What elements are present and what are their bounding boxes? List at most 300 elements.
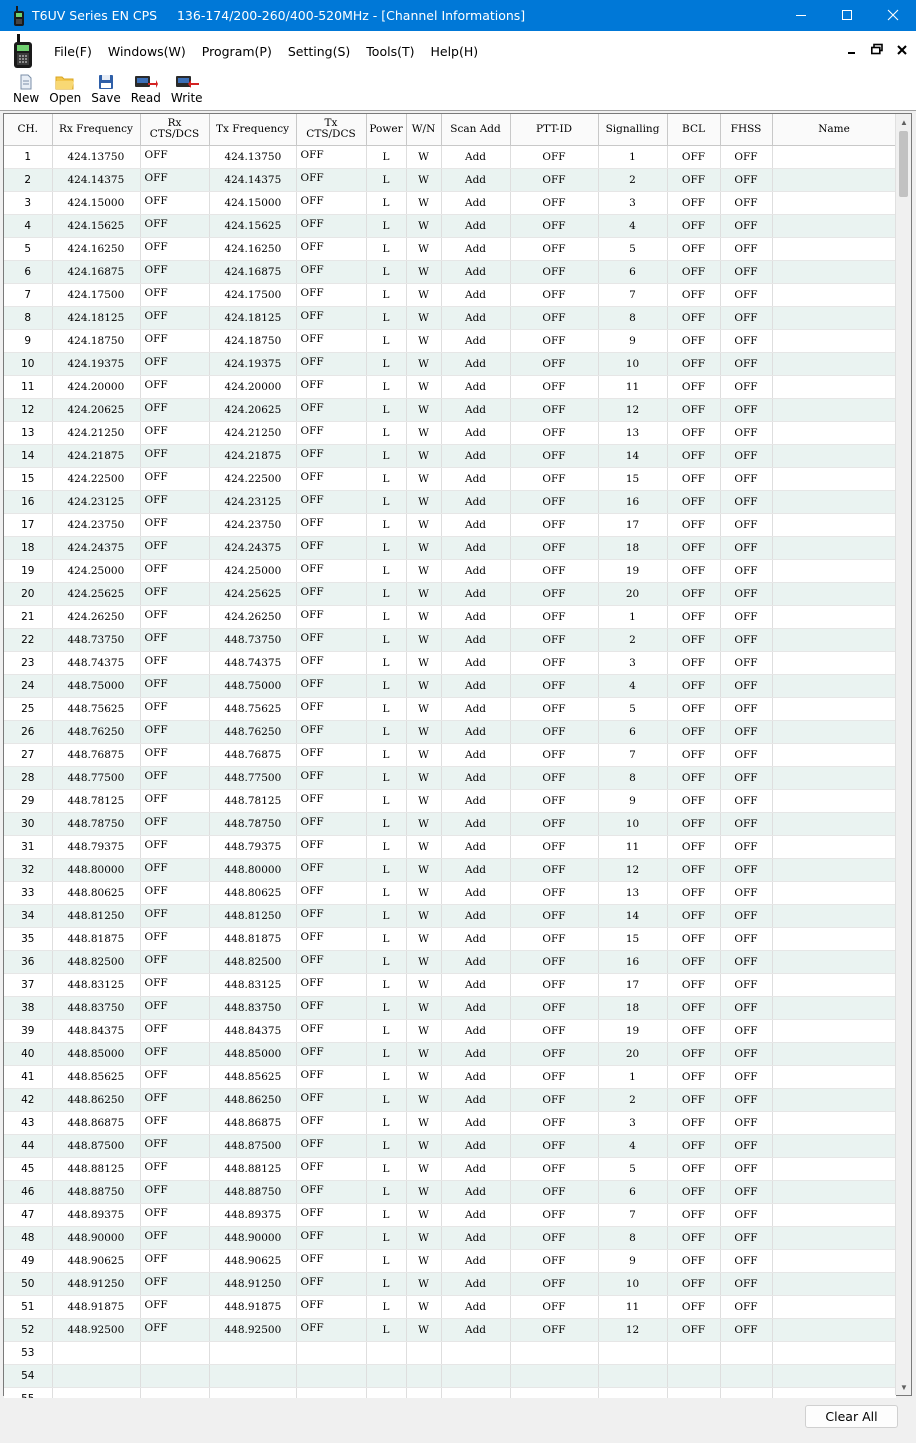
- menu-setting[interactable]: Setting(S): [287, 43, 351, 59]
- cell-tx-cts-dcs[interactable]: OFF: [296, 306, 366, 329]
- cell-name[interactable]: [772, 490, 896, 513]
- cell-signalling[interactable]: 7: [598, 1203, 667, 1226]
- cell-rx-cts-dcs[interactable]: OFF: [140, 1019, 209, 1042]
- cell-power[interactable]: L: [366, 168, 406, 191]
- cell-rx-cts-dcs[interactable]: OFF: [140, 237, 209, 260]
- cell-ptt-id[interactable]: OFF: [510, 513, 598, 536]
- cell-rx-cts-dcs[interactable]: OFF: [140, 1180, 209, 1203]
- cell-fhss[interactable]: OFF: [720, 352, 772, 375]
- cell-ptt-id[interactable]: OFF: [510, 191, 598, 214]
- cell-wn[interactable]: W: [406, 605, 441, 628]
- cell-ch[interactable]: 1: [4, 145, 52, 168]
- cell-wn[interactable]: W: [406, 812, 441, 835]
- cell-rx-cts-dcs[interactable]: OFF: [140, 927, 209, 950]
- cell-tx-frequency[interactable]: 448.81250: [209, 904, 296, 927]
- cell-signalling[interactable]: 1: [598, 145, 667, 168]
- cell-bcl[interactable]: OFF: [667, 1180, 720, 1203]
- cell-ch[interactable]: 12: [4, 398, 52, 421]
- cell-tx-cts-dcs[interactable]: OFF: [296, 191, 366, 214]
- cell-tx-cts-dcs[interactable]: OFF: [296, 996, 366, 1019]
- cell-rx-frequency[interactable]: 448.84375: [52, 1019, 140, 1042]
- cell-scan-add[interactable]: Add: [441, 628, 510, 651]
- cell-signalling[interactable]: 12: [598, 1318, 667, 1341]
- cell-fhss[interactable]: OFF: [720, 720, 772, 743]
- col-header-fhss[interactable]: FHSS: [720, 114, 772, 145]
- cell-ch[interactable]: 50: [4, 1272, 52, 1295]
- cell-ch[interactable]: 14: [4, 444, 52, 467]
- cell-name[interactable]: [772, 191, 896, 214]
- table-row[interactable]: [4, 168, 896, 191]
- cell-rx-cts-dcs[interactable]: OFF: [140, 904, 209, 927]
- cell-scan-add[interactable]: Add: [441, 352, 510, 375]
- cell-power[interactable]: L: [366, 812, 406, 835]
- cell-ch[interactable]: 45: [4, 1157, 52, 1180]
- cell-name[interactable]: [772, 996, 896, 1019]
- cell-ch[interactable]: 13: [4, 421, 52, 444]
- cell-name[interactable]: [772, 628, 896, 651]
- cell-rx-cts-dcs[interactable]: OFF: [140, 559, 209, 582]
- cell-ptt-id[interactable]: OFF: [510, 168, 598, 191]
- cell-tx-frequency[interactable]: [209, 1341, 296, 1364]
- cell-power[interactable]: L: [366, 1203, 406, 1226]
- cell-scan-add[interactable]: Add: [441, 1111, 510, 1134]
- cell-rx-frequency[interactable]: 448.90000: [52, 1226, 140, 1249]
- cell-fhss[interactable]: OFF: [720, 789, 772, 812]
- cell-fhss[interactable]: OFF: [720, 973, 772, 996]
- cell-rx-frequency[interactable]: 448.81250: [52, 904, 140, 927]
- cell-wn[interactable]: W: [406, 651, 441, 674]
- cell-ptt-id[interactable]: OFF: [510, 720, 598, 743]
- cell-power[interactable]: L: [366, 766, 406, 789]
- cell-scan-add[interactable]: Add: [441, 260, 510, 283]
- cell-bcl[interactable]: OFF: [667, 421, 720, 444]
- cell-tx-frequency[interactable]: 424.20000: [209, 375, 296, 398]
- table-row[interactable]: [4, 628, 896, 651]
- cell-scan-add[interactable]: Add: [441, 651, 510, 674]
- cell-rx-frequency[interactable]: 448.78125: [52, 789, 140, 812]
- table-row[interactable]: [4, 1134, 896, 1157]
- cell-tx-frequency[interactable]: 448.80000: [209, 858, 296, 881]
- cell-fhss[interactable]: OFF: [720, 467, 772, 490]
- cell-wn[interactable]: W: [406, 1042, 441, 1065]
- cell-signalling[interactable]: 7: [598, 283, 667, 306]
- cell-rx-frequency[interactable]: [52, 1364, 140, 1387]
- cell-tx-cts-dcs[interactable]: OFF: [296, 536, 366, 559]
- cell-tx-cts-dcs[interactable]: OFF: [296, 490, 366, 513]
- cell-rx-cts-dcs[interactable]: OFF: [140, 536, 209, 559]
- cell-power[interactable]: L: [366, 1272, 406, 1295]
- cell-rx-frequency[interactable]: 424.21250: [52, 421, 140, 444]
- cell-power[interactable]: L: [366, 490, 406, 513]
- cell-bcl[interactable]: OFF: [667, 467, 720, 490]
- cell-scan-add[interactable]: Add: [441, 421, 510, 444]
- table-row[interactable]: [4, 605, 896, 628]
- cell-rx-frequency[interactable]: 448.76875: [52, 743, 140, 766]
- cell-rx-cts-dcs[interactable]: OFF: [140, 214, 209, 237]
- cell-bcl[interactable]: OFF: [667, 697, 720, 720]
- cell-tx-frequency[interactable]: 424.24375: [209, 536, 296, 559]
- cell-tx-cts-dcs[interactable]: OFF: [296, 513, 366, 536]
- cell-signalling[interactable]: 16: [598, 490, 667, 513]
- cell-tx-cts-dcs[interactable]: OFF: [296, 1111, 366, 1134]
- cell-wn[interactable]: W: [406, 835, 441, 858]
- cell-power[interactable]: L: [366, 1295, 406, 1318]
- cell-fhss[interactable]: OFF: [720, 927, 772, 950]
- cell-power[interactable]: L: [366, 283, 406, 306]
- cell-tx-frequency[interactable]: 424.13750: [209, 145, 296, 168]
- cell-scan-add[interactable]: Add: [441, 950, 510, 973]
- cell-wn[interactable]: W: [406, 858, 441, 881]
- cell-ptt-id[interactable]: OFF: [510, 352, 598, 375]
- cell-fhss[interactable]: OFF: [720, 582, 772, 605]
- cell-rx-cts-dcs[interactable]: OFF: [140, 283, 209, 306]
- cell-ch[interactable]: 19: [4, 559, 52, 582]
- cell-bcl[interactable]: OFF: [667, 743, 720, 766]
- cell-bcl[interactable]: OFF: [667, 375, 720, 398]
- cell-tx-frequency[interactable]: 448.85000: [209, 1042, 296, 1065]
- cell-rx-cts-dcs[interactable]: OFF: [140, 513, 209, 536]
- cell-fhss[interactable]: OFF: [720, 237, 772, 260]
- cell-fhss[interactable]: OFF: [720, 1111, 772, 1134]
- cell-tx-cts-dcs[interactable]: OFF: [296, 1157, 366, 1180]
- table-row[interactable]: [4, 789, 896, 812]
- cell-ptt-id[interactable]: OFF: [510, 973, 598, 996]
- open-button[interactable]: [49, 71, 81, 105]
- cell-tx-cts-dcs[interactable]: OFF: [296, 1318, 366, 1341]
- cell-wn[interactable]: W: [406, 421, 441, 444]
- table-row[interactable]: [4, 766, 896, 789]
- cell-wn[interactable]: W: [406, 766, 441, 789]
- cell-signalling[interactable]: 10: [598, 1272, 667, 1295]
- cell-rx-frequency[interactable]: 424.13750: [52, 145, 140, 168]
- cell-bcl[interactable]: OFF: [667, 283, 720, 306]
- cell-scan-add[interactable]: Add: [441, 1226, 510, 1249]
- table-row[interactable]: [4, 1341, 896, 1364]
- cell-rx-cts-dcs[interactable]: OFF: [140, 766, 209, 789]
- cell-wn[interactable]: W: [406, 168, 441, 191]
- cell-rx-frequency[interactable]: 424.14375: [52, 168, 140, 191]
- cell-tx-cts-dcs[interactable]: OFF: [296, 398, 366, 421]
- cell-wn[interactable]: W: [406, 1226, 441, 1249]
- cell-bcl[interactable]: OFF: [667, 835, 720, 858]
- cell-tx-cts-dcs[interactable]: OFF: [296, 1065, 366, 1088]
- cell-wn[interactable]: W: [406, 329, 441, 352]
- cell-wn[interactable]: W: [406, 214, 441, 237]
- cell-tx-cts-dcs[interactable]: OFF: [296, 1134, 366, 1157]
- cell-power[interactable]: [366, 1364, 406, 1387]
- cell-ptt-id[interactable]: OFF: [510, 697, 598, 720]
- cell-ptt-id[interactable]: OFF: [510, 1111, 598, 1134]
- cell-tx-frequency[interactable]: 448.73750: [209, 628, 296, 651]
- cell-power[interactable]: L: [366, 352, 406, 375]
- cell-bcl[interactable]: OFF: [667, 605, 720, 628]
- cell-wn[interactable]: W: [406, 398, 441, 421]
- cell-ch[interactable]: 38: [4, 996, 52, 1019]
- cell-ptt-id[interactable]: OFF: [510, 1180, 598, 1203]
- cell-wn[interactable]: W: [406, 1065, 441, 1088]
- cell-rx-frequency[interactable]: 448.83750: [52, 996, 140, 1019]
- cell-rx-frequency[interactable]: 424.20000: [52, 375, 140, 398]
- cell-rx-cts-dcs[interactable]: OFF: [140, 674, 209, 697]
- menu-program[interactable]: Program(P): [201, 43, 272, 59]
- cell-rx-frequency[interactable]: 448.77500: [52, 766, 140, 789]
- cell-fhss[interactable]: OFF: [720, 260, 772, 283]
- cell-ptt-id[interactable]: OFF: [510, 490, 598, 513]
- col-header-rx-cts-dcs[interactable]: Rx CTS/DCS: [140, 114, 209, 145]
- cell-bcl[interactable]: [667, 1341, 720, 1364]
- cell-ch[interactable]: 17: [4, 513, 52, 536]
- cell-power[interactable]: L: [366, 375, 406, 398]
- cell-name[interactable]: [772, 1203, 896, 1226]
- cell-wn[interactable]: W: [406, 1249, 441, 1272]
- cell-scan-add[interactable]: Add: [441, 513, 510, 536]
- cell-name[interactable]: [772, 1180, 896, 1203]
- cell-ch[interactable]: 37: [4, 973, 52, 996]
- cell-tx-cts-dcs[interactable]: OFF: [296, 1203, 366, 1226]
- cell-rx-frequency[interactable]: 448.86250: [52, 1088, 140, 1111]
- cell-signalling[interactable]: 9: [598, 329, 667, 352]
- cell-ptt-id[interactable]: OFF: [510, 605, 598, 628]
- cell-name[interactable]: [772, 973, 896, 996]
- cell-ch[interactable]: 36: [4, 950, 52, 973]
- cell-ptt-id[interactable]: OFF: [510, 444, 598, 467]
- cell-ptt-id[interactable]: OFF: [510, 835, 598, 858]
- cell-power[interactable]: L: [366, 536, 406, 559]
- cell-ch[interactable]: 32: [4, 858, 52, 881]
- table-row[interactable]: [4, 1157, 896, 1180]
- cell-wn[interactable]: W: [406, 996, 441, 1019]
- cell-ptt-id[interactable]: OFF: [510, 766, 598, 789]
- cell-wn[interactable]: W: [406, 950, 441, 973]
- cell-power[interactable]: L: [366, 1042, 406, 1065]
- table-row[interactable]: [4, 1180, 896, 1203]
- cell-bcl[interactable]: OFF: [667, 168, 720, 191]
- cell-scan-add[interactable]: Add: [441, 881, 510, 904]
- cell-tx-frequency[interactable]: 448.89375: [209, 1203, 296, 1226]
- cell-tx-frequency[interactable]: 448.74375: [209, 651, 296, 674]
- minimize-button[interactable]: [778, 0, 824, 31]
- cell-fhss[interactable]: OFF: [720, 1042, 772, 1065]
- cell-bcl[interactable]: OFF: [667, 996, 720, 1019]
- cell-name[interactable]: [772, 260, 896, 283]
- cell-power[interactable]: L: [366, 1065, 406, 1088]
- cell-name[interactable]: [772, 1134, 896, 1157]
- cell-tx-frequency[interactable]: 448.79375: [209, 835, 296, 858]
- cell-ptt-id[interactable]: OFF: [510, 582, 598, 605]
- cell-rx-cts-dcs[interactable]: OFF: [140, 260, 209, 283]
- cell-rx-cts-dcs[interactable]: OFF: [140, 145, 209, 168]
- cell-fhss[interactable]: OFF: [720, 904, 772, 927]
- cell-rx-cts-dcs[interactable]: OFF: [140, 605, 209, 628]
- cell-rx-frequency[interactable]: 448.74375: [52, 651, 140, 674]
- cell-ch[interactable]: 40: [4, 1042, 52, 1065]
- cell-bcl[interactable]: OFF: [667, 1295, 720, 1318]
- cell-signalling[interactable]: 5: [598, 697, 667, 720]
- cell-ch[interactable]: 7: [4, 283, 52, 306]
- cell-fhss[interactable]: [720, 1364, 772, 1387]
- table-row[interactable]: [4, 467, 896, 490]
- cell-fhss[interactable]: OFF: [720, 1157, 772, 1180]
- scroll-down-arrow-icon[interactable]: ▼: [900, 1382, 908, 1392]
- cell-fhss[interactable]: OFF: [720, 1318, 772, 1341]
- cell-ch[interactable]: 35: [4, 927, 52, 950]
- cell-ch[interactable]: 25: [4, 697, 52, 720]
- cell-bcl[interactable]: OFF: [667, 1226, 720, 1249]
- cell-tx-frequency[interactable]: 448.88750: [209, 1180, 296, 1203]
- cell-scan-add[interactable]: Add: [441, 536, 510, 559]
- child-close-button[interactable]: [893, 41, 910, 58]
- cell-wn[interactable]: W: [406, 1157, 441, 1180]
- cell-power[interactable]: L: [366, 973, 406, 996]
- cell-name[interactable]: [772, 950, 896, 973]
- cell-bcl[interactable]: OFF: [667, 858, 720, 881]
- cell-ptt-id[interactable]: OFF: [510, 398, 598, 421]
- cell-name[interactable]: [772, 375, 896, 398]
- cell-rx-cts-dcs[interactable]: OFF: [140, 1295, 209, 1318]
- cell-scan-add[interactable]: Add: [441, 1157, 510, 1180]
- cell-scan-add[interactable]: Add: [441, 1295, 510, 1318]
- cell-tx-cts-dcs[interactable]: OFF: [296, 904, 366, 927]
- cell-rx-cts-dcs[interactable]: OFF: [140, 858, 209, 881]
- cell-tx-frequency[interactable]: 448.78750: [209, 812, 296, 835]
- cell-rx-cts-dcs[interactable]: OFF: [140, 1088, 209, 1111]
- cell-power[interactable]: L: [366, 720, 406, 743]
- cell-power[interactable]: L: [366, 582, 406, 605]
- cell-wn[interactable]: W: [406, 237, 441, 260]
- cell-tx-cts-dcs[interactable]: OFF: [296, 421, 366, 444]
- table-row[interactable]: [4, 559, 896, 582]
- cell-signalling[interactable]: 14: [598, 904, 667, 927]
- cell-signalling[interactable]: 16: [598, 950, 667, 973]
- cell-wn[interactable]: W: [406, 444, 441, 467]
- cell-scan-add[interactable]: Add: [441, 467, 510, 490]
- cell-scan-add[interactable]: Add: [441, 306, 510, 329]
- cell-ptt-id[interactable]: OFF: [510, 1318, 598, 1341]
- cell-tx-cts-dcs[interactable]: OFF: [296, 237, 366, 260]
- cell-wn[interactable]: W: [406, 927, 441, 950]
- cell-rx-frequency[interactable]: 448.76250: [52, 720, 140, 743]
- cell-fhss[interactable]: OFF: [720, 881, 772, 904]
- cell-signalling[interactable]: 13: [598, 881, 667, 904]
- cell-wn[interactable]: W: [406, 536, 441, 559]
- cell-ptt-id[interactable]: OFF: [510, 996, 598, 1019]
- cell-rx-cts-dcs[interactable]: OFF: [140, 1065, 209, 1088]
- cell-tx-frequency[interactable]: 448.86875: [209, 1111, 296, 1134]
- cell-name[interactable]: [772, 651, 896, 674]
- table-row[interactable]: [4, 720, 896, 743]
- cell-scan-add[interactable]: Add: [441, 1042, 510, 1065]
- cell-fhss[interactable]: OFF: [720, 145, 772, 168]
- cell-fhss[interactable]: OFF: [720, 743, 772, 766]
- cell-ch[interactable]: 28: [4, 766, 52, 789]
- cell-ch[interactable]: 39: [4, 1019, 52, 1042]
- cell-name[interactable]: [772, 927, 896, 950]
- cell-scan-add[interactable]: Add: [441, 697, 510, 720]
- cell-bcl[interactable]: OFF: [667, 674, 720, 697]
- cell-tx-frequency[interactable]: 448.87500: [209, 1134, 296, 1157]
- cell-rx-frequency[interactable]: 424.26250: [52, 605, 140, 628]
- cell-tx-frequency[interactable]: 424.17500: [209, 283, 296, 306]
- cell-fhss[interactable]: OFF: [720, 398, 772, 421]
- cell-bcl[interactable]: OFF: [667, 490, 720, 513]
- cell-tx-frequency[interactable]: 448.82500: [209, 950, 296, 973]
- cell-bcl[interactable]: OFF: [667, 306, 720, 329]
- cell-ptt-id[interactable]: OFF: [510, 1042, 598, 1065]
- cell-rx-frequency[interactable]: 448.83125: [52, 973, 140, 996]
- cell-scan-add[interactable]: Add: [441, 283, 510, 306]
- cell-signalling[interactable]: 13: [598, 421, 667, 444]
- cell-ch[interactable]: 31: [4, 835, 52, 858]
- cell-scan-add[interactable]: Add: [441, 1088, 510, 1111]
- table-row[interactable]: [4, 283, 896, 306]
- cell-rx-frequency[interactable]: 448.73750: [52, 628, 140, 651]
- cell-power[interactable]: L: [366, 904, 406, 927]
- cell-bcl[interactable]: OFF: [667, 1042, 720, 1065]
- cell-signalling[interactable]: 17: [598, 973, 667, 996]
- cell-ch[interactable]: 49: [4, 1249, 52, 1272]
- cell-name[interactable]: [772, 559, 896, 582]
- cell-fhss[interactable]: OFF: [720, 1019, 772, 1042]
- cell-ptt-id[interactable]: OFF: [510, 628, 598, 651]
- child-restore-button[interactable]: [868, 41, 885, 58]
- cell-scan-add[interactable]: Add: [441, 973, 510, 996]
- cell-scan-add[interactable]: Add: [441, 1318, 510, 1341]
- cell-tx-cts-dcs[interactable]: OFF: [296, 927, 366, 950]
- cell-signalling[interactable]: 1: [598, 605, 667, 628]
- cell-name[interactable]: [772, 398, 896, 421]
- cell-ch[interactable]: 53: [4, 1341, 52, 1364]
- cell-ch[interactable]: 47: [4, 1203, 52, 1226]
- cell-signalling[interactable]: 4: [598, 674, 667, 697]
- cell-signalling[interactable]: 5: [598, 237, 667, 260]
- cell-bcl[interactable]: OFF: [667, 559, 720, 582]
- cell-rx-frequency[interactable]: 448.91875: [52, 1295, 140, 1318]
- cell-scan-add[interactable]: Add: [441, 1019, 510, 1042]
- cell-wn[interactable]: W: [406, 145, 441, 168]
- cell-rx-frequency[interactable]: 424.19375: [52, 352, 140, 375]
- cell-name[interactable]: [772, 674, 896, 697]
- cell-wn[interactable]: W: [406, 1134, 441, 1157]
- cell-ch[interactable]: 11: [4, 375, 52, 398]
- cell-rx-frequency[interactable]: 448.87500: [52, 1134, 140, 1157]
- cell-bcl[interactable]: OFF: [667, 720, 720, 743]
- cell-power[interactable]: L: [366, 398, 406, 421]
- cell-rx-cts-dcs[interactable]: OFF: [140, 352, 209, 375]
- cell-signalling[interactable]: 12: [598, 398, 667, 421]
- cell-tx-cts-dcs[interactable]: OFF: [296, 214, 366, 237]
- cell-fhss[interactable]: OFF: [720, 306, 772, 329]
- cell-name[interactable]: [772, 605, 896, 628]
- cell-rx-frequency[interactable]: 424.21875: [52, 444, 140, 467]
- table-row[interactable]: [4, 214, 896, 237]
- cell-power[interactable]: L: [366, 444, 406, 467]
- cell-ptt-id[interactable]: OFF: [510, 1295, 598, 1318]
- cell-tx-frequency[interactable]: 448.81875: [209, 927, 296, 950]
- cell-ptt-id[interactable]: OFF: [510, 1065, 598, 1088]
- cell-tx-cts-dcs[interactable]: OFF: [296, 1042, 366, 1065]
- cell-fhss[interactable]: OFF: [720, 812, 772, 835]
- cell-tx-cts-dcs[interactable]: OFF: [296, 881, 366, 904]
- cell-tx-cts-dcs[interactable]: OFF: [296, 559, 366, 582]
- cell-signalling[interactable]: 6: [598, 260, 667, 283]
- cell-rx-cts-dcs[interactable]: OFF: [140, 1111, 209, 1134]
- cell-power[interactable]: L: [366, 881, 406, 904]
- cell-name[interactable]: [772, 444, 896, 467]
- cell-ch[interactable]: 18: [4, 536, 52, 559]
- col-header-rx-frequency[interactable]: Rx Frequency: [52, 114, 140, 145]
- cell-fhss[interactable]: OFF: [720, 191, 772, 214]
- cell-bcl[interactable]: OFF: [667, 398, 720, 421]
